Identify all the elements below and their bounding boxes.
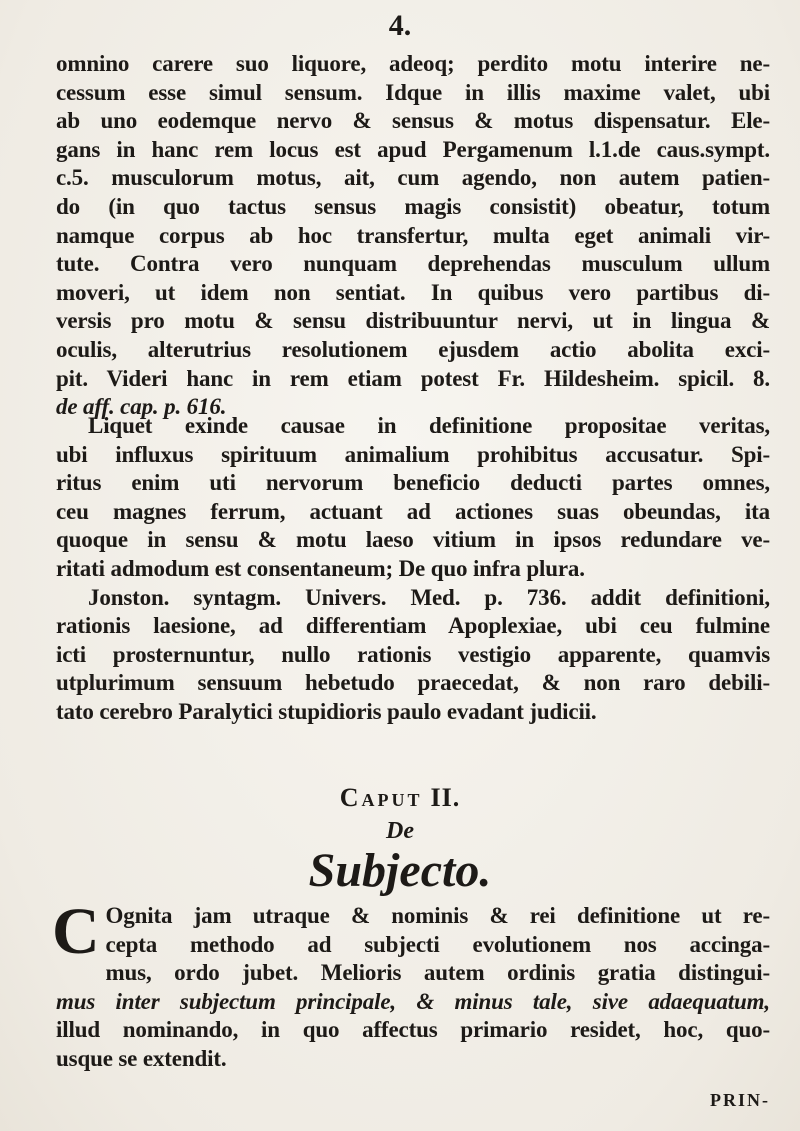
text-line: de aff. cap. p. 616. (56, 394, 227, 420)
text-line: Ognita jam utraque & nominis & rei definitione ut re- (105, 903, 770, 928)
paragraph-3 (52, 895, 770, 1074)
catchword: PRIN- (710, 1090, 770, 1110)
paragraph-2 (56, 412, 770, 727)
text-line: c.5. musculorum motus, ait, cum agendo, non autem patien- (56, 165, 770, 191)
text-line: icti prosternuntur, nullo rationis vestigio apparente, quamvis (56, 641, 770, 667)
chapter-heading (0, 783, 800, 813)
text-line: Jonston. syntagm. Univers. Med. p. 736. addit definitioni, (88, 584, 770, 610)
text-line: utplurimum sensuum hebetudo praecedat, & non raro debili- (56, 670, 770, 696)
text-line: usque se extendit. (56, 1045, 227, 1071)
text-line: moveri, ut idem non sentiat. In quibus vero partibus di- (56, 279, 770, 305)
text-line: pit. Videri hanc in rem etiam potest Fr. Hildesheim. spicil. 8. (56, 365, 770, 391)
text-line: quoque in sensu & motu laeso vitium in ipsos redundare ve- (56, 527, 770, 553)
text-line: mus inter subjectum principale, & minus tale, sive adaequatum, (56, 988, 770, 1014)
text-line: ritati admodum est consentaneum; De quo infra plura. (56, 555, 585, 581)
text-line: cepta methodo ad subjecti evolutionem nos accinga- (105, 931, 770, 957)
text-line: namque corpus ab hoc transfertur, multa eget animali vir- (56, 222, 770, 248)
text-line: mus, ordo jubet. Melioris autem ordinis gratia distingui- (105, 960, 770, 986)
text-line: tato cerebro Paralytici stupidioris paulo evadant judicii. (56, 698, 597, 724)
text-line: do (in quo tactus sensus magis consistit) obeatur, totum (56, 193, 770, 219)
caput-number: II. (430, 783, 461, 812)
text-line: Liquet exinde causae in definitione propositae veritas, (88, 413, 770, 438)
caput-label: Caput (339, 783, 423, 812)
chapter-de: De (386, 818, 414, 844)
text-line: ceu magnes ferrum, actuant ad actiones suas obeundas, ita (56, 498, 770, 524)
text-line: ubi influxus spirituum animalium prohibitus accusatur. Spi- (56, 441, 770, 467)
page-number: 4. (388, 9, 412, 42)
text-line: ab uno eodemque nervo & sensus & motus dispensatur. Ele- (56, 108, 770, 134)
text-line: rationis laesione, ad differentiam Apoplexiae, ubi ceu fulmine (56, 613, 770, 639)
paragraph-1 (56, 50, 770, 422)
chapter-subtitle: Subjecto. (308, 844, 492, 897)
text-line: oculis, alterutrius resolutionem ejusdem actio abolita exci- (56, 336, 770, 362)
text-line: ritus enim uti nervorum beneficio deducti partes omnes, (56, 470, 770, 496)
drop-cap: C (52, 895, 100, 968)
text-line: omnino carere suo liquore, adeoq; perdito motu interire ne- (56, 51, 770, 76)
text-line: tute. Contra vero nunquam deprehendas musculum ullum (56, 251, 770, 277)
text-line: gans in hanc rem locus est apud Pergamenum l.1.de caus.sympt. (56, 136, 770, 162)
text-line: cessum esse simul sensum. Idque in illis maxime valet, ubi (56, 79, 770, 105)
text-line: versis pro motu & sensu distribuuntur nervi, ut in lingua & (56, 308, 770, 334)
text-line: illud nominando, in quo affectus primario residet, hoc, quo- (56, 1017, 770, 1043)
